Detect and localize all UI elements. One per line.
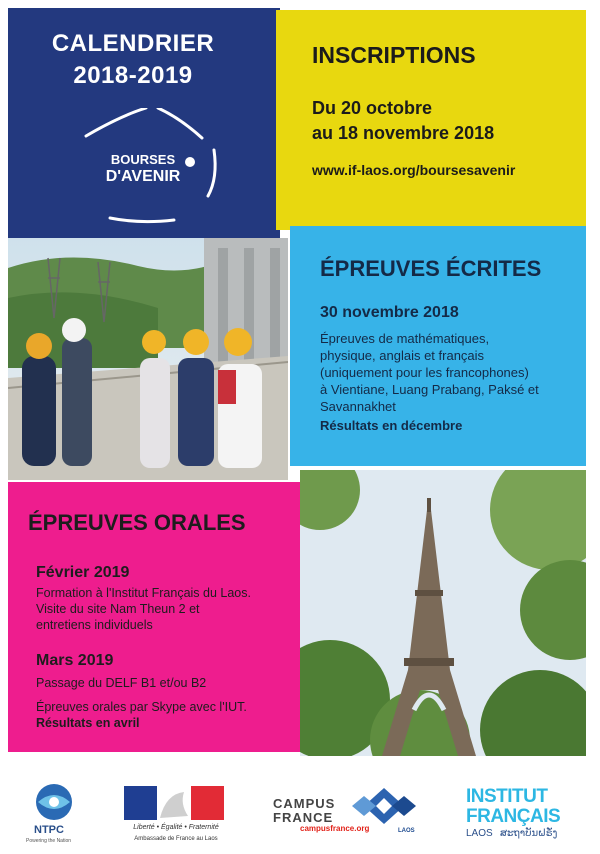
campus-region: LAOS: [398, 828, 415, 834]
ecrites-date: 30 novembre 2018: [320, 304, 459, 321]
ecrites-desc-line: physique, anglais et français: [320, 348, 485, 363]
logo-text-line2: D'AVENIR: [105, 168, 181, 185]
ambassade-motto: Liberté • Égalité • Fraternité: [133, 824, 219, 831]
ecrites-panel: [290, 226, 586, 466]
calendar-title-line1: CALENDRIER: [51, 30, 215, 57]
if-line2: FRANÇAIS: [466, 806, 561, 827]
campus-url: campusfrance.org: [300, 824, 370, 833]
eiffel-tower-photo: [300, 470, 586, 756]
orales-results: Résultats en avril: [36, 716, 140, 730]
ecrites-heading: ÉPREUVES ÉCRITES: [320, 256, 542, 281]
campus-line1: CAMPUS: [273, 796, 336, 811]
orales-month2-line2: Épreuves orales par Skype avec l'IUT.: [36, 700, 247, 714]
inscriptions-heading: INSCRIPTIONS: [312, 42, 476, 68]
ecrites-desc-line: Épreuves de mathématiques,: [320, 331, 490, 346]
orales-heading: ÉPREUVES ORALES: [28, 510, 246, 535]
ecrites-results: Résultats en décembre: [320, 418, 463, 433]
if-line1: INSTITUT: [466, 786, 548, 807]
inscriptions-url[interactable]: www.if-laos.org/boursesavenir: [312, 162, 516, 178]
orales-month1-line: entretiens individuels: [36, 618, 153, 632]
ambassade-name: Ambassade de France au Laos: [134, 836, 218, 842]
if-lao-name: ສະຖາບັນຝຣັ່ງ: [500, 828, 558, 839]
students-site-photo: [8, 238, 288, 480]
ecrites-desc-line: (uniquement pour les francophones): [320, 365, 529, 380]
footer-logos: [0, 762, 600, 854]
orales-month2: Mars 2019: [36, 652, 114, 669]
orales-month1-description: [36, 585, 251, 633]
campus-line2: FRANCE: [273, 810, 334, 825]
campus-diamond-icon: [346, 788, 422, 824]
calendar-title-line2: 2018-2019: [73, 62, 193, 89]
calendar-panel: [8, 8, 280, 240]
inscriptions-dates-line1: Du 20 octobre: [312, 98, 433, 118]
orales-panel: [8, 482, 308, 752]
inscriptions-panel: [276, 10, 586, 230]
if-region: LAOS: [466, 828, 493, 839]
ecrites-desc-line: à Vientiane, Luang Prabang, Paksé et: [320, 382, 539, 397]
orales-month1-line: Formation à l'Institut Français du Laos.: [36, 586, 251, 600]
inscriptions-dates-line2: au 18 novembre 2018: [312, 123, 495, 143]
orales-month2-line1: Passage du DELF B1 et/ou B2: [36, 676, 207, 690]
ecrites-desc-line: Savannakhet: [320, 399, 396, 414]
orales-month1: Février 2019: [36, 564, 130, 581]
logo-text-line1: BOURSES: [110, 152, 176, 167]
marianne-flag-icon: [124, 786, 224, 820]
ntpc-logo-icon: [30, 782, 78, 822]
ntpc-tagline: Powering the Nation: [26, 838, 72, 844]
orales-month1-line: Visite du site Nam Theun 2 et: [36, 602, 200, 616]
ntpc-name: NTPC: [34, 824, 64, 836]
ecrites-description: [320, 330, 539, 415]
